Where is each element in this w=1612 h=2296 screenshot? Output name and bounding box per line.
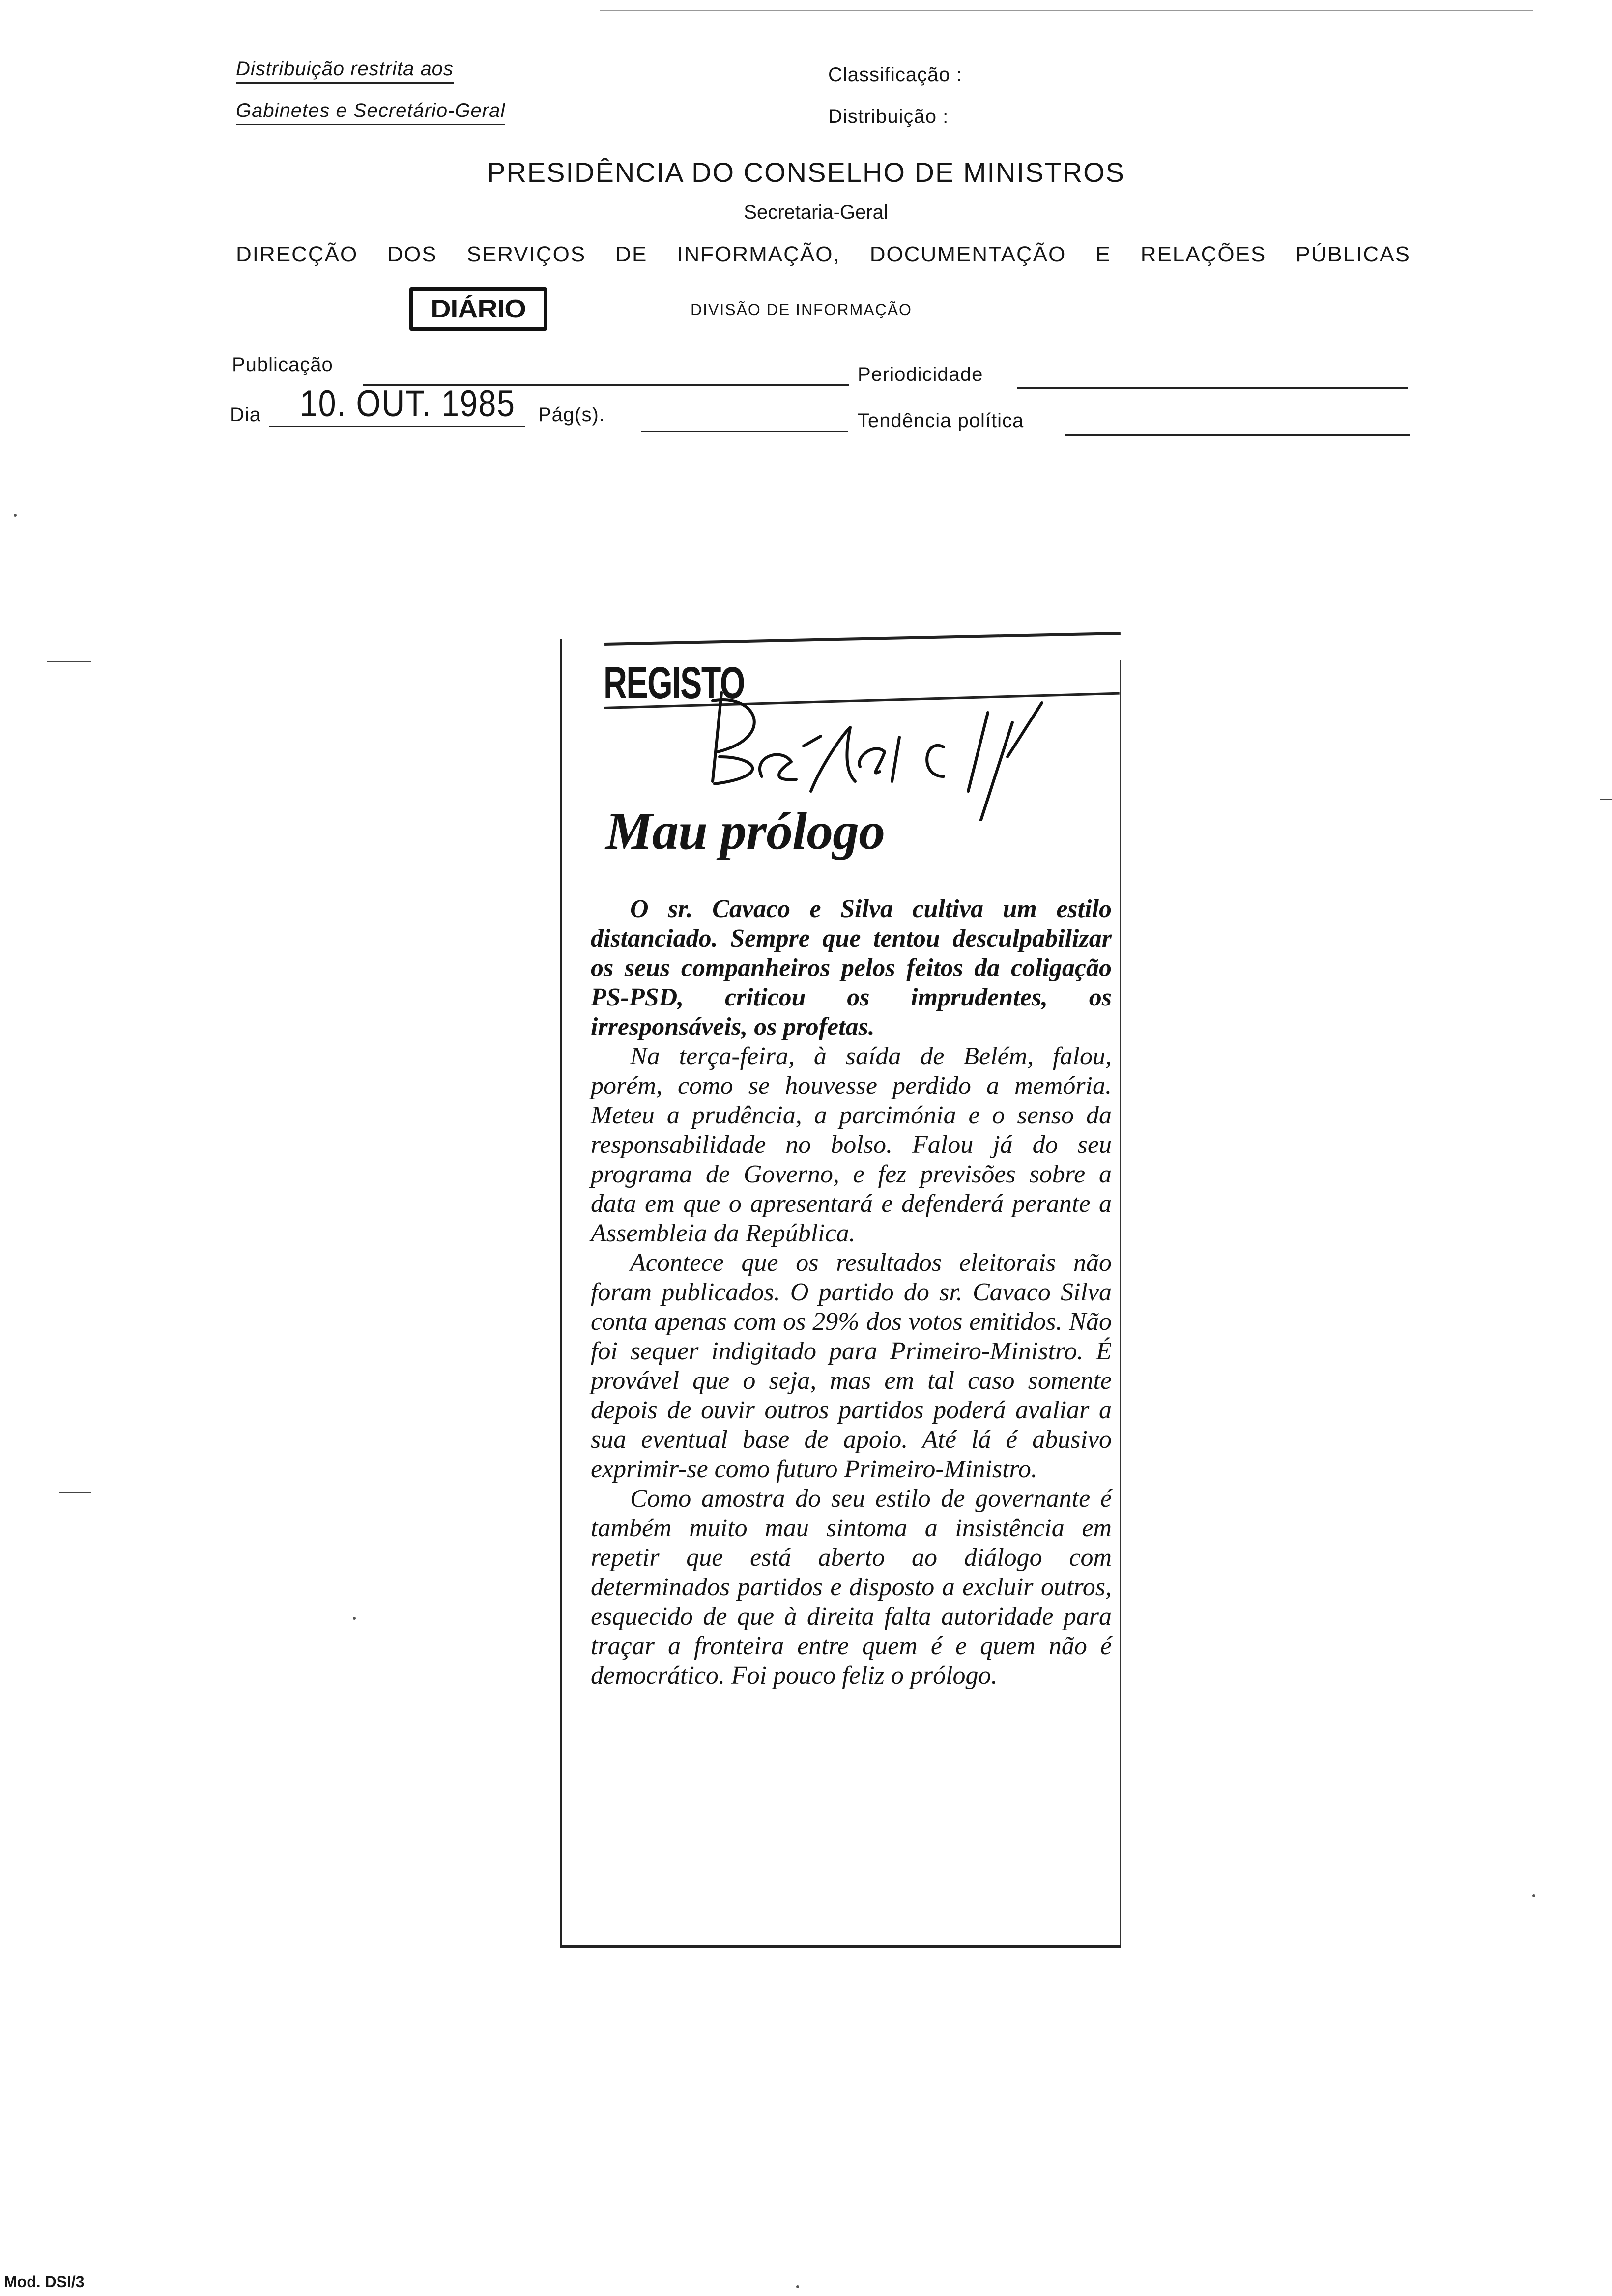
periodicity-label: Periodicidade	[858, 364, 983, 385]
publication-label: Publicação	[232, 354, 333, 375]
handwritten-annotation	[698, 683, 1081, 821]
publication-stamp	[409, 287, 547, 331]
section-top-rule	[604, 632, 1121, 646]
directorate-word: DOCUMENTAÇÃO	[869, 242, 1066, 266]
directorate-word: E	[1095, 242, 1111, 266]
clipping-left-border	[560, 639, 562, 1946]
article-paragraph: O sr. Cavaco e Silva cultiva um estilo distanciado. Sempre que tentou desculpabilizar os seus companheiros pelos feitos da coligação PS-PSD, criticou os imprudentes, os irresponsáveis, os profetas.	[591, 895, 1112, 1041]
newspaper-clipping	[560, 639, 1121, 1946]
scan-speck	[14, 514, 17, 517]
directorate-title	[236, 242, 1410, 267]
political-tendency-fill-line	[1065, 434, 1410, 436]
division-label: DIVISÃO DE INFORMAÇÃO	[691, 301, 912, 318]
political-tendency-label: Tendência política	[858, 410, 1024, 431]
scan-top-edge-rule	[600, 10, 1533, 11]
restricted-distribution-line-1: Distribuição restrita aos	[236, 58, 454, 84]
clipping-bottom-border	[560, 1945, 1121, 1948]
secretariat-subtitle: Secretaria-Geral	[744, 201, 888, 223]
article-paragraph: Acontece que os resultados eleitorais não foram publicados. O partido do sr. Cavaco Silva conta apenas com os 29% dos votos emitidos. Não foi sequer indigitado para Primeiro-Ministro. É provável que o seja, mas em tal caso somente depois de ouvir outros partidos poderá avaliar a sua eventual base de apoio. Até lá é abusivo exprimir-se como futuro Primeiro-Ministro.	[591, 1249, 1112, 1483]
scan-speck	[1532, 1894, 1535, 1897]
article-body	[591, 894, 1112, 1691]
pages-fill-line	[641, 431, 848, 432]
directorate-word: DOS	[387, 242, 437, 266]
pages-label: Pág(s).	[538, 404, 605, 426]
distribution-label: Distribuição :	[828, 106, 949, 127]
directorate-word: DE	[615, 242, 648, 266]
scan-speck	[353, 1617, 356, 1620]
directorate-word: RELAÇÕES	[1140, 242, 1267, 266]
date-fill-line	[269, 426, 525, 427]
article-headline: Mau prólogo	[605, 802, 885, 861]
classification-label: Classificação :	[828, 64, 962, 86]
directorate-word: PÚBLICAS	[1295, 242, 1410, 266]
article-paragraph: Como amostra do seu estilo de governante é também muito mau sintoma a insistência em repetir que está aberto ao diálogo com determinados partidos e disposto a excluir outros, esquecido de que à direita falta autoridade para traçar a fronteira entre quem é e quem não é democrático. Foi pouco feliz o prólogo.	[591, 1485, 1112, 1690]
day-label: Dia	[230, 404, 261, 426]
periodicity-fill-line	[1017, 387, 1408, 389]
scan-speck	[796, 2285, 799, 2288]
section-tag: REGISTO	[604, 658, 745, 708]
clipping-right-border	[1120, 660, 1121, 1946]
form-code: Mod. DSI/3	[4, 2273, 85, 2291]
restricted-distribution-line-2: Gabinetes e Secretário-Geral	[236, 100, 505, 125]
directorate-word: DIRECÇÃO	[236, 242, 358, 266]
organization-title: PRESIDÊNCIA DO CONSELHO DE MINISTROS	[487, 157, 1125, 188]
publication-stamp-text: DIÁRIO	[431, 295, 526, 323]
directorate-word: INFORMAÇÃO,	[677, 242, 840, 266]
directorate-word: SERVIÇOS	[466, 242, 586, 266]
date-stamp: 10. OUT. 1985	[300, 383, 516, 425]
article-paragraph: Na terça-feira, à saída de Belém, falou, porém, como se houvesse perdido a memória. Meteu a prudência, a parcimónia e o senso da responsabilidade no bolso. Falou já do seu programa de Governo, e fez previsões sobre a data em que o apresentará e defenderá perante a Assembleia da República.	[591, 1042, 1112, 1247]
